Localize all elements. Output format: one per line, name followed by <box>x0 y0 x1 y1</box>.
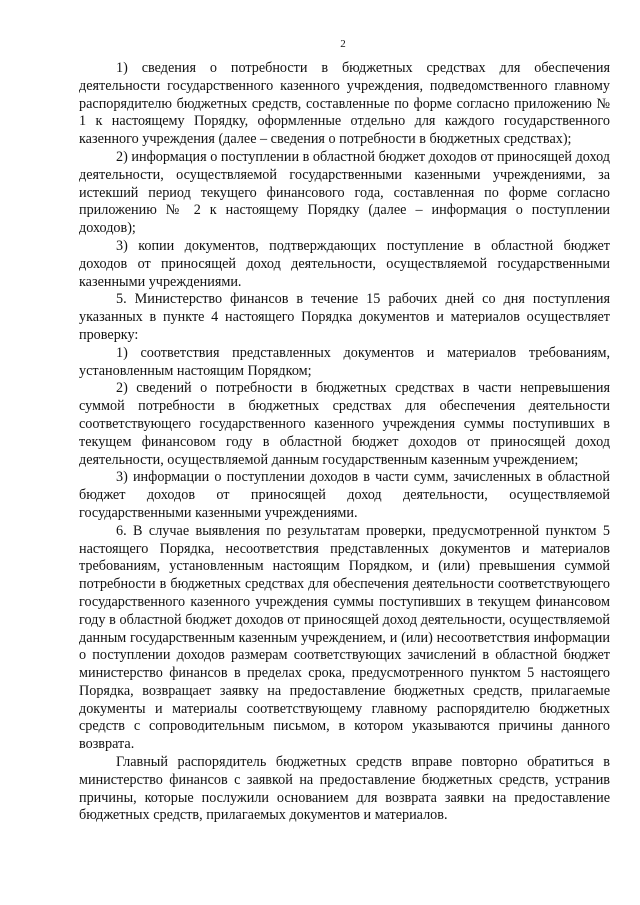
paragraph-item-5-1: 1) соответствия представленных документов и материалов требованиям, установленным настоящим Порядком; <box>79 344 610 379</box>
paragraph-item-4-3: 3) копии документов, подтверждающих поступление в областной бюджет доходов от приносящей доход деятельности, осуществляемой государственными казенными учреждениями. <box>79 237 610 290</box>
page-number: 2 <box>340 38 346 50</box>
paragraph-resubmission: Главный распорядитель бюджетных средств вправе повторно обратиться в министерство финансов с заявкой на предоставление бюджетных средств, устранив причины, которые послужили основанием для возврата заявки на предоставление бюджетных средств, прилагаемых документов и материалов. <box>79 754 610 824</box>
paragraph-item-4-1: 1) сведения о потребности в бюджетных средствах для обеспечения деятельности государственного казенного учреждения, подведомственного главному распорядителю бюджетных средств, составленные по форме согласно приложению № 1 к настоящему Порядку, оформленные отдельно для каждого государственного казенного учреждения (далее – сведения о потребности в бюджетных средствах); <box>79 60 610 148</box>
paragraph-item-4-2: 2) информация о поступлении в областной бюджет доходов от приносящей доход деятельности, осуществляемой государственными казенными учреждениями, за истекший период текущего финансового года, составленная по форме согласно приложению № 2 к настоящему Порядку (далее – информация о поступлении доходов); <box>79 148 610 237</box>
paragraph-section-5: 5. Министерство финансов в течение 15 рабочих дней со дня поступления указанных в пункте 4 настоящего Порядка документов и материалов осуществляет проверку: <box>79 291 610 343</box>
paragraph-section-6: 6. В случае выявления по результатам проверки, предусмотренной пунктом 5 настоящего Порядка, несоответствия представленных документов и материалов требованиям, установленным настоящим Порядком, и (или) превышения суммой потребности в бюджетных средствах для обеспечения деятельности соответствующего государственного казенного учреждения суммы поступивших в текущем финансовом году в областной бюджет доходов от приносящей доход деятельности, осуществляемой данным государственным казенным учреждением, и (или) несоответствия информации о поступлении доходов размерам соответствующих зачислений в областной бюджет министерство финансов в пределах срока, предусмотренного пунктом 5 настоящего Порядка, возвращает заявку на предоставление бюджетных средств, прилагаемые документы и материалы соответствующему главному распорядителю бюджетных средств с сопроводительным письмом, в котором указываются причины данного возврата. <box>79 522 610 753</box>
paragraph-item-5-2: 2) сведений о потребности в бюджетных средствах в части непревышения суммой потребности в бюджетных средствах для обеспечения деятельности соответствующего государственного казенного учреждения суммы поступивших в текущем финансовом году в областной бюджет доходов от приносящей доход деятельности, осуществляемой данным государственным казенным учреждением; <box>79 380 610 468</box>
document-body <box>79 60 610 825</box>
paragraph-item-5-3: 3) информации о поступлении доходов в части сумм, зачисленных в областной бюджет доходов от приносящей доход деятельности, осуществляемой государственными казенными учреждениями. <box>79 469 610 521</box>
